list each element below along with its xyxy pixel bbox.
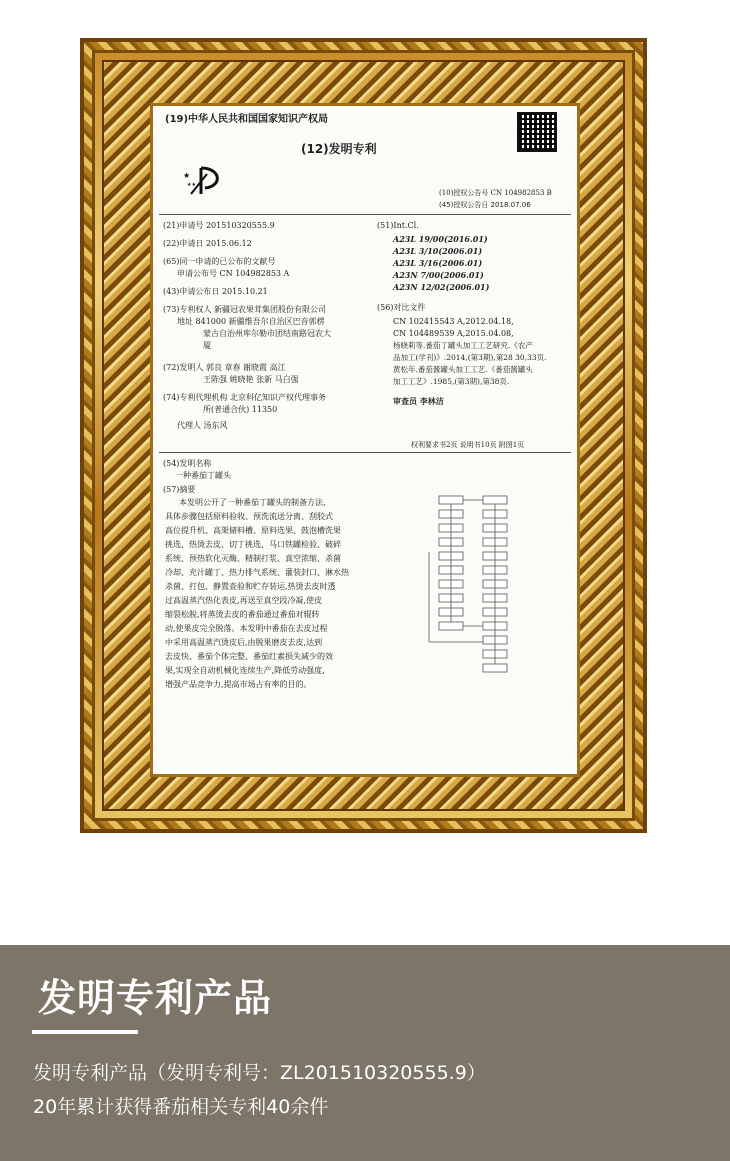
page-count: 权利要求书2页 说明书10页 附图1页 [411,441,525,449]
abstract-line: 果,实现全自动机械化连续生产,降低劳动强度, [165,666,325,675]
abstract-line: 增强产品竞争力,提高市场占有率的目的。 [165,680,312,689]
invention-title: 一种番茄丁罐头 [175,471,231,480]
caption-patent-number: 发明专利产品（发明专利号：ZL201510320555.9） [33,1062,486,1084]
cnipa-emblem-icon [181,164,231,196]
address-line1: 地址 841000 新疆维吾尔自治区巴音郭楞 [177,317,325,326]
abstract-line: 杀菌、打包、静置查验和贮存装运,热烫去皮时透 [165,582,336,591]
agency-line2: 所(普通合伙) 11350 [203,405,278,414]
references-heading: (56)对比文件 [377,303,426,312]
application-number: (21)申请号 201510320555.9 [163,221,275,230]
abstract-line: 缩裂松脱,将蒸烫去皮的番茄通过番茄对辊转 [165,610,320,619]
caption-underline [32,1030,138,1034]
document-type: (12)发明专利 [301,142,377,156]
inventors-line2: 王陈强 姚晓艳 张新 马白强 [203,375,299,384]
publication-date: (43)申请公布日 2015.10.21 [163,287,268,296]
qr-code-icon [517,112,557,152]
caption-panel [0,945,730,1161]
title-heading: (54)发明名称 [163,459,212,468]
ipc-code: A23L 3/16(2006.01) [393,258,483,268]
svg-text:★★: ★★ [187,182,196,188]
abstract-line: 本发明公开了一种番茄丁罐头的制备方法, [179,498,326,507]
abstract-line: 挑选、热烫去皮、切丁挑选、马口铁罐检验、破碎 [165,540,341,549]
abstract-line: 系统、预热软化灭酶、精制打浆、真空浓缩、杀菌 [165,554,341,563]
abstract-line: 具体步骤包括原料验收、预洗流送分离、刮胶式 [165,512,333,521]
abstract-heading: (57)摘要 [163,485,196,494]
reference-line: 加工工艺》.1985,(第3期),第38页. [393,377,510,386]
grant-date: (45)授权公告日 2018.07.06 [439,201,531,209]
ipc-code: A23N 12/02(2006.01) [393,282,490,292]
abstract-line: 中采用高温蒸汽烫皮后,由脱果磨皮去皮,达到 [165,638,323,647]
inventors-line1: (72)发明人 郭良 章春 谢晓霞 高江 [163,363,286,372]
certificate-frame [80,38,647,833]
abstract-line: 动,使果皮完全脱落。本发明中番茄在去皮过程 [165,624,328,633]
patent-certificate [150,103,580,777]
abstract-line: 高位提升机、高架储料槽、原料选果、鼓泡槽洗果 [165,526,341,535]
divider [159,214,571,215]
ipc-code: A23N 7/00(2006.01) [393,270,484,280]
address-line3: 厦 [203,341,211,350]
patentee: (73)专利权人 新疆冠农果茸集团股份有限公司 [163,305,326,314]
reference-line: CN 104489539 A,2015.04.08, [393,329,514,338]
ipc-heading: (51)Int.Cl. [377,221,419,230]
caption-title: 发明专利产品 [38,976,273,1020]
process-flowchart [423,492,573,682]
svg-text:★: ★ [183,171,191,180]
publication-number: 申请公布号 CN 104982853 A [177,269,290,278]
abstract-line: 过高温蒸汽热化表皮,再送至真空段冷凝,使皮 [165,596,323,605]
agent: 代理人 汤东风 [177,421,228,430]
reference-line: 品加工(学刊)》.2014,(第3期),第28 30,33页. [393,353,547,362]
application-date: (22)申请日 2015.06.12 [163,239,252,248]
publication-heading: (65)同一申请的已公布的文献号 [163,257,276,266]
issuing-office: (19)中华人民共和国国家知识产权局 [165,114,329,125]
abstract-line: 去皮快、番茄个体完整、番茄红素损失减少的效 [165,652,333,661]
grant-number: (10)授权公告号 CN 104982853 B [439,189,552,197]
ipc-code: A23L 3/10(2006.01) [393,246,483,256]
address-line2: 蒙古自治州库尔勒市团结南路冠农大 [203,329,331,338]
reference-line: 黄松年.番茄酱罐头加工工艺.《番茄酱罐头 [393,365,533,374]
examiner: 审查员 李林洁 [393,397,444,406]
abstract-line: 冷却、充汁罐丁、热力排气系统、灌装封口、淋水热 [165,568,349,577]
agency-line1: (74)专利代理机构 北京科亿知识产权代理事务 [163,393,326,402]
divider [159,452,571,453]
reference-line: CN 102415543 A,2012.04.18, [393,317,514,326]
caption-patent-count: 20年累计获得番茄相关专利40余件 [33,1096,329,1118]
ipc-code: A23L 19/00(2016.01) [393,234,488,244]
reference-line: 杨晓莉等.番茄丁罐头加工工艺研究.《农产 [393,341,533,350]
